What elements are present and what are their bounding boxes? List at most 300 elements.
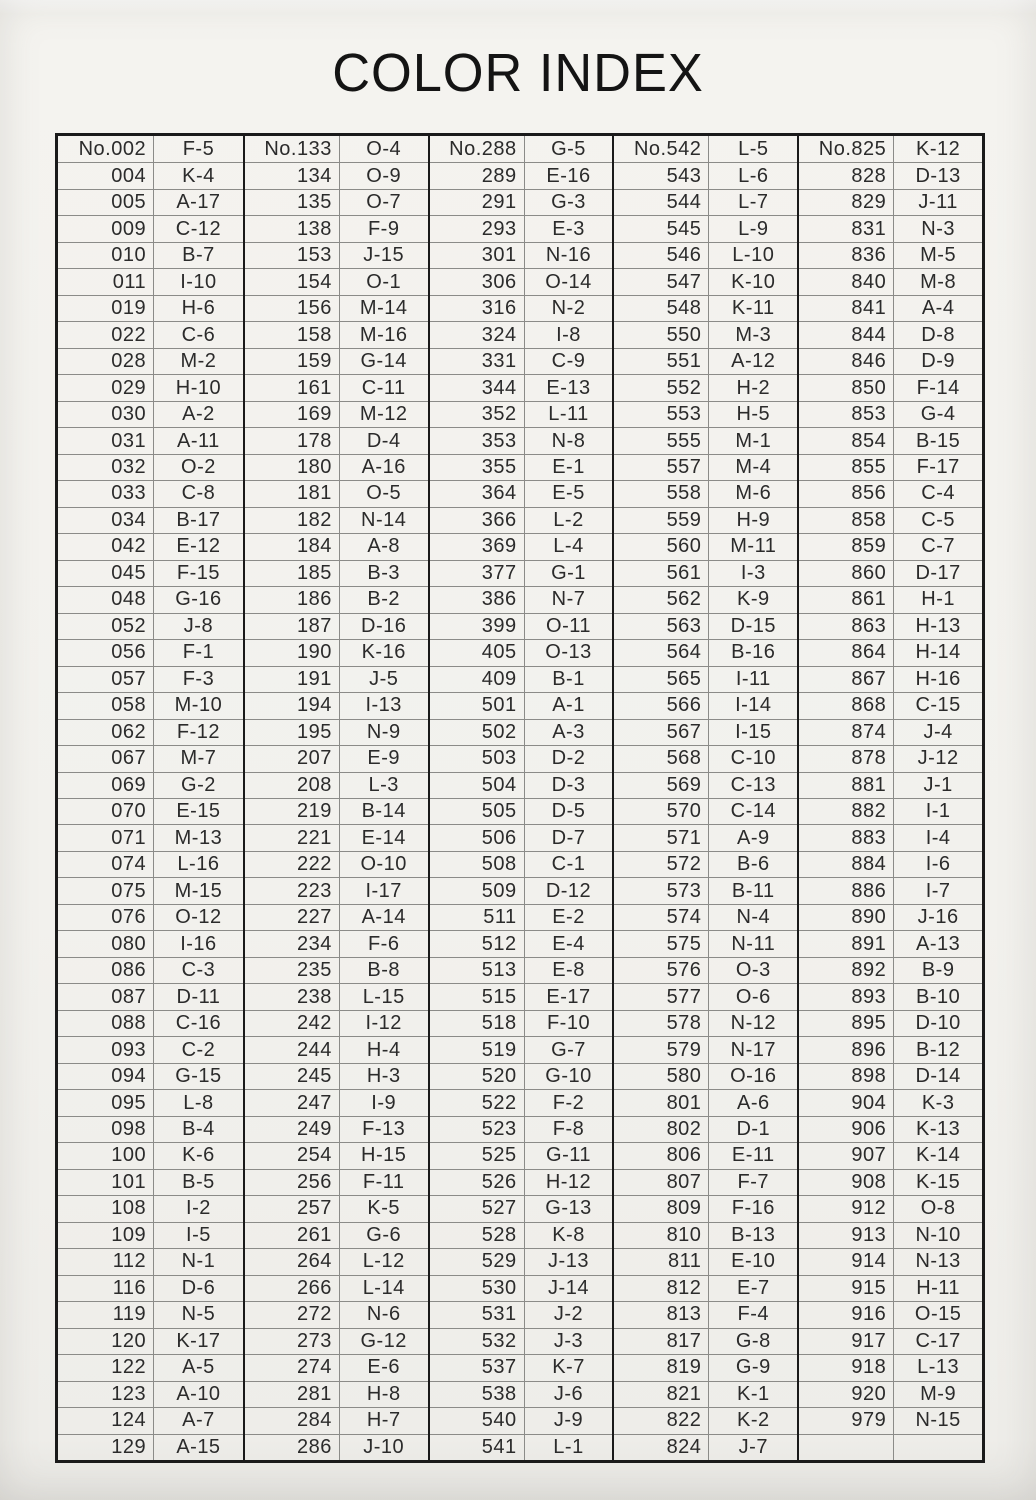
number-cell: 331 [430, 348, 525, 374]
code-cell: M-9 [894, 1381, 982, 1407]
code-cell: N-5 [154, 1301, 243, 1327]
number-cell: 523 [430, 1116, 525, 1142]
number-cell: 809 [614, 1195, 709, 1221]
number-cell: 555 [614, 427, 709, 453]
number-cell: 836 [799, 242, 894, 268]
code-cell: N-13 [894, 1248, 982, 1274]
number-cell: 564 [614, 639, 709, 665]
number-cell: 501 [430, 692, 525, 718]
number-cell: 219 [245, 798, 340, 824]
number-cell: 344 [430, 374, 525, 400]
code-cell [894, 1434, 982, 1460]
code-cell: I-3 [709, 560, 797, 586]
number-cell: 884 [799, 851, 894, 877]
number-cell: 254 [245, 1142, 340, 1168]
code-cell: F-5 [182, 137, 215, 160]
code-cell: B-4 [154, 1116, 243, 1142]
code-cell: H-2 [709, 374, 797, 400]
code-cell: O-8 [894, 1195, 982, 1221]
number-cell: 135 [245, 189, 340, 215]
number-cell: 366 [430, 507, 525, 533]
code-cell: K-3 [894, 1089, 982, 1115]
code-cell: B-16 [709, 639, 797, 665]
code-cell: E-1 [525, 454, 613, 480]
code-cell: M-15 [154, 877, 243, 903]
code-cell: H-6 [154, 295, 243, 321]
number-cell: No.542 [614, 136, 709, 162]
number-cell: 505 [430, 798, 525, 824]
number-cell: 245 [245, 1063, 340, 1089]
number-cell: 101 [58, 1169, 154, 1195]
code-cell: E-15 [154, 798, 243, 824]
code-cell: C-10 [709, 745, 797, 771]
code-cell: H-8 [340, 1381, 428, 1407]
code-cell: E-3 [525, 215, 613, 241]
code-cell: M-16 [340, 321, 428, 347]
code-cell: N-7 [525, 586, 613, 612]
code-cell: J-11 [894, 189, 982, 215]
code-cell: A-2 [154, 401, 243, 427]
code-cell: B-13 [709, 1222, 797, 1248]
number-cell: 573 [614, 877, 709, 903]
code-cell: F-9 [340, 215, 428, 241]
code-cell: L-5 [738, 137, 769, 160]
number-cell: 087 [58, 983, 154, 1009]
number-cell: 249 [245, 1116, 340, 1142]
table-column-group [243, 136, 428, 1460]
number-cell: 178 [245, 427, 340, 453]
code-cell: G-5 [551, 137, 586, 160]
number-cell: 545 [614, 215, 709, 241]
number-cell: 234 [245, 930, 340, 956]
code-cell: F-17 [894, 454, 982, 480]
code-cell: M-7 [154, 745, 243, 771]
number-cell: 528 [430, 1222, 525, 1248]
code-cell: D-17 [894, 560, 982, 586]
number-cell: 895 [799, 1010, 894, 1036]
number-cell: 908 [799, 1169, 894, 1195]
code-cell: F-3 [154, 666, 243, 692]
number-cell: 829 [799, 189, 894, 215]
number-cell: 512 [430, 930, 525, 956]
code-cell: C-13 [709, 772, 797, 798]
number-cell: 284 [245, 1407, 340, 1433]
number-cell: 812 [614, 1275, 709, 1301]
code-cell: L-10 [709, 242, 797, 268]
code-cell: I-12 [340, 1010, 428, 1036]
number-cell: 896 [799, 1036, 894, 1062]
code-cell: J-7 [709, 1434, 797, 1460]
code-cell: O-13 [525, 639, 613, 665]
number-cell: 034 [58, 507, 154, 533]
code-cell: A-8 [340, 533, 428, 559]
number-cell: 562 [614, 586, 709, 612]
code-cell: K-14 [894, 1142, 982, 1168]
code-cell: K-9 [709, 586, 797, 612]
number-cell: 194 [245, 692, 340, 718]
number-cell: 033 [58, 480, 154, 506]
code-cell: O-5 [340, 480, 428, 506]
code-cell: L-9 [709, 215, 797, 241]
code-cell: N-10 [894, 1222, 982, 1248]
code-cell: A-12 [709, 348, 797, 374]
code-cell: G-12 [340, 1328, 428, 1354]
number-cell: 134 [245, 162, 340, 188]
number-cell: 129 [58, 1434, 154, 1460]
code-cell: H-11 [894, 1275, 982, 1301]
number-cell: 526 [430, 1169, 525, 1195]
code-cell: M-14 [340, 295, 428, 321]
code-cell: K-13 [894, 1116, 982, 1142]
code-cell: N-3 [894, 215, 982, 241]
number-cell: 867 [799, 666, 894, 692]
number-cell: 854 [799, 427, 894, 453]
code-cell: K-15 [894, 1169, 982, 1195]
number-cell: 094 [58, 1063, 154, 1089]
number-cell: 548 [614, 295, 709, 321]
code-cell: A-16 [340, 454, 428, 480]
number-cell: 088 [58, 1010, 154, 1036]
code-cell: G-15 [154, 1063, 243, 1089]
code-cell: E-17 [525, 983, 613, 1009]
code-cell: O-14 [525, 268, 613, 294]
number-cell: 904 [799, 1089, 894, 1115]
number-cell: 918 [799, 1354, 894, 1380]
number-cell: 519 [430, 1036, 525, 1062]
code-cell: L-2 [525, 507, 613, 533]
number-cell: 538 [430, 1381, 525, 1407]
code-cell: J-16 [894, 904, 982, 930]
code-cell: I-1 [894, 798, 982, 824]
code-cell: B-11 [709, 877, 797, 903]
code-cell: F-11 [340, 1169, 428, 1195]
number-cell: 502 [430, 719, 525, 745]
code-cell: M-4 [709, 454, 797, 480]
code-cell: E-9 [340, 745, 428, 771]
number-cell: 273 [245, 1328, 340, 1354]
number-cell: 032 [58, 454, 154, 480]
code-cell: B-1 [525, 666, 613, 692]
code-cell: C-7 [894, 533, 982, 559]
number-cell: 009 [58, 215, 154, 241]
code-cell: L-16 [154, 851, 243, 877]
number-cell: 005 [58, 189, 154, 215]
number-cell: 915 [799, 1275, 894, 1301]
code-cell: O-6 [709, 983, 797, 1009]
number-cell: 071 [58, 824, 154, 850]
number-cell: 840 [799, 268, 894, 294]
code-cell: D-11 [154, 983, 243, 1009]
number-cell: 578 [614, 1010, 709, 1036]
code-cell: C-4 [894, 480, 982, 506]
code-cell: F-8 [525, 1116, 613, 1142]
number-cell: 515 [430, 983, 525, 1009]
number-cell: 529 [430, 1248, 525, 1274]
code-cell: H-5 [709, 401, 797, 427]
number-cell: 093 [58, 1036, 154, 1062]
number-cell: 272 [245, 1301, 340, 1327]
code-cell: N-11 [709, 930, 797, 956]
number-cell: 543 [614, 162, 709, 188]
number-cell: 916 [799, 1301, 894, 1327]
code-cell: F-13 [340, 1116, 428, 1142]
code-cell: I-13 [340, 692, 428, 718]
code-cell: O-11 [525, 613, 613, 639]
number-cell: No.133 [245, 136, 340, 162]
number-cell: 525 [430, 1142, 525, 1168]
number-cell: 095 [58, 1089, 154, 1115]
number-cell: 191 [245, 666, 340, 692]
code-cell: G-10 [525, 1063, 613, 1089]
number-cell: 567 [614, 719, 709, 745]
code-cell: D-10 [894, 1010, 982, 1036]
table-column-group [58, 136, 243, 1460]
code-cell: D-9 [894, 348, 982, 374]
code-cell: I-5 [154, 1222, 243, 1248]
code-cell: A-15 [154, 1434, 243, 1460]
number-cell: 553 [614, 401, 709, 427]
number-cell: 223 [245, 877, 340, 903]
code-cell: L-6 [709, 162, 797, 188]
number-cell: 552 [614, 374, 709, 400]
code-cell: L-13 [894, 1354, 982, 1380]
code-cell: O-15 [894, 1301, 982, 1327]
number-cell: 541 [430, 1434, 525, 1460]
number-cell: 882 [799, 798, 894, 824]
number-cell: 019 [58, 295, 154, 321]
number-cell: 244 [245, 1036, 340, 1062]
number-cell: 138 [245, 215, 340, 241]
code-cell: M-1 [709, 427, 797, 453]
number-cell: 513 [430, 957, 525, 983]
code-cell: N-4 [709, 904, 797, 930]
number-cell: 069 [58, 772, 154, 798]
code-cell: J-9 [525, 1407, 613, 1433]
code-cell: B-9 [894, 957, 982, 983]
number-cell: 855 [799, 454, 894, 480]
number-cell: 386 [430, 586, 525, 612]
code-cell: O-9 [340, 162, 428, 188]
number-cell: 893 [799, 983, 894, 1009]
code-cell: K-5 [340, 1195, 428, 1221]
code-cell: B-8 [340, 957, 428, 983]
code-cell: B-10 [894, 983, 982, 1009]
number-cell: 261 [245, 1222, 340, 1248]
number-cell: 920 [799, 1381, 894, 1407]
number-cell: 914 [799, 1248, 894, 1274]
code-cell: K-16 [340, 639, 428, 665]
number-cell: 813 [614, 1301, 709, 1327]
number-cell: 861 [799, 586, 894, 612]
number-cell: 190 [245, 639, 340, 665]
page-title: COLOR INDEX [332, 43, 704, 103]
code-cell: L-12 [340, 1248, 428, 1274]
code-cell: G-9 [709, 1354, 797, 1380]
code-cell: N-2 [525, 295, 613, 321]
number-cell: 811 [614, 1248, 709, 1274]
number-cell: 377 [430, 560, 525, 586]
code-cell: L-15 [340, 983, 428, 1009]
number-cell: 511 [430, 904, 525, 930]
number-cell: 520 [430, 1063, 525, 1089]
code-cell: H-1 [894, 586, 982, 612]
number-cell: 010 [58, 242, 154, 268]
number-cell: 979 [799, 1407, 894, 1433]
code-cell: M-10 [154, 692, 243, 718]
code-cell: K-1 [709, 1381, 797, 1407]
number-cell: 530 [430, 1275, 525, 1301]
code-cell: C-16 [154, 1010, 243, 1036]
code-cell: L-14 [340, 1275, 428, 1301]
number-cell: 883 [799, 824, 894, 850]
number-cell: 159 [245, 348, 340, 374]
code-cell: N-16 [525, 242, 613, 268]
number-cell: 563 [614, 613, 709, 639]
number-cell: 011 [58, 268, 154, 294]
code-cell: F-10 [525, 1010, 613, 1036]
code-cell: G-11 [525, 1142, 613, 1168]
code-cell: C-11 [340, 374, 428, 400]
number-cell: 890 [799, 904, 894, 930]
number-cell: 570 [614, 798, 709, 824]
number-cell: 120 [58, 1328, 154, 1354]
number-cell: 846 [799, 348, 894, 374]
number-cell: 242 [245, 1010, 340, 1036]
code-cell: O-2 [154, 454, 243, 480]
code-cell: J-13 [525, 1248, 613, 1274]
number-cell: 316 [430, 295, 525, 321]
code-cell: M-12 [340, 401, 428, 427]
code-cell: B-12 [894, 1036, 982, 1062]
table-column-group [797, 136, 982, 1460]
number-cell: 227 [245, 904, 340, 930]
number-cell: 859 [799, 533, 894, 559]
number-cell: 238 [245, 983, 340, 1009]
code-cell: J-10 [340, 1434, 428, 1460]
number-cell: 853 [799, 401, 894, 427]
code-cell: N-15 [894, 1407, 982, 1433]
number-cell: 353 [430, 427, 525, 453]
code-cell: H-7 [340, 1407, 428, 1433]
code-cell: B-15 [894, 427, 982, 453]
number-cell: 154 [245, 268, 340, 294]
code-cell: M-13 [154, 824, 243, 850]
number-cell: 907 [799, 1142, 894, 1168]
number-cell: 100 [58, 1142, 154, 1168]
code-cell: A-13 [894, 930, 982, 956]
code-cell: N-17 [709, 1036, 797, 1062]
number-cell: 153 [245, 242, 340, 268]
code-cell: G-1 [525, 560, 613, 586]
number-cell: 158 [245, 321, 340, 347]
code-cell: D-2 [525, 745, 613, 771]
number-cell: 806 [614, 1142, 709, 1168]
code-cell: O-12 [154, 904, 243, 930]
number-cell: 912 [799, 1195, 894, 1221]
code-cell: N-6 [340, 1301, 428, 1327]
number-cell: 574 [614, 904, 709, 930]
code-cell: O-16 [709, 1063, 797, 1089]
code-cell: I-15 [709, 719, 797, 745]
code-cell: O-10 [340, 851, 428, 877]
number-cell: 819 [614, 1354, 709, 1380]
code-cell: A-14 [340, 904, 428, 930]
code-cell: I-9 [340, 1089, 428, 1115]
number-cell: 566 [614, 692, 709, 718]
code-cell: G-8 [709, 1328, 797, 1354]
table-column-group [612, 136, 797, 1460]
code-cell: G-4 [894, 401, 982, 427]
code-cell: L-8 [154, 1089, 243, 1115]
code-cell: O-3 [709, 957, 797, 983]
code-cell: B-5 [154, 1169, 243, 1195]
code-cell: E-4 [525, 930, 613, 956]
number-cell: 579 [614, 1036, 709, 1062]
number-cell: 109 [58, 1222, 154, 1248]
number-cell: 537 [430, 1354, 525, 1380]
code-cell: E-2 [525, 904, 613, 930]
code-cell: J-14 [525, 1275, 613, 1301]
code-cell: A-5 [154, 1354, 243, 1380]
code-cell: I-17 [340, 877, 428, 903]
number-cell: 256 [245, 1169, 340, 1195]
number-cell: 289 [430, 162, 525, 188]
number-cell: 028 [58, 348, 154, 374]
code-cell: M-11 [709, 533, 797, 559]
code-cell: H-16 [894, 666, 982, 692]
code-cell: F-7 [709, 1169, 797, 1195]
code-cell: C-9 [525, 348, 613, 374]
code-cell: L-11 [525, 401, 613, 427]
code-cell: D-5 [525, 798, 613, 824]
code-cell: C-8 [154, 480, 243, 506]
number-cell: 891 [799, 930, 894, 956]
code-cell: I-2 [154, 1195, 243, 1221]
code-cell: I-4 [894, 824, 982, 850]
number-cell: 518 [430, 1010, 525, 1036]
code-cell: B-2 [340, 586, 428, 612]
number-cell: 076 [58, 904, 154, 930]
number-cell: 860 [799, 560, 894, 586]
code-cell: E-13 [525, 374, 613, 400]
code-cell: N-14 [340, 507, 428, 533]
number-cell: 802 [614, 1116, 709, 1142]
code-cell: G-6 [340, 1222, 428, 1248]
code-cell: G-7 [525, 1036, 613, 1062]
code-cell: I-7 [894, 877, 982, 903]
number-cell: 917 [799, 1328, 894, 1354]
number-cell: 180 [245, 454, 340, 480]
code-cell: C-17 [894, 1328, 982, 1354]
number-cell: 291 [430, 189, 525, 215]
number-cell: 568 [614, 745, 709, 771]
code-cell: E-14 [340, 824, 428, 850]
number-cell: 503 [430, 745, 525, 771]
code-cell: D-4 [340, 427, 428, 453]
number-cell: 863 [799, 613, 894, 639]
code-cell: D-3 [525, 772, 613, 798]
code-cell: D-13 [894, 162, 982, 188]
code-cell: K-2 [709, 1407, 797, 1433]
code-cell: B-3 [340, 560, 428, 586]
number-cell: 098 [58, 1116, 154, 1142]
number-cell: 560 [614, 533, 709, 559]
code-cell: K-7 [525, 1354, 613, 1380]
number-cell: 056 [58, 639, 154, 665]
number-cell: 181 [245, 480, 340, 506]
number-cell: 048 [58, 586, 154, 612]
code-cell: E-10 [709, 1248, 797, 1274]
